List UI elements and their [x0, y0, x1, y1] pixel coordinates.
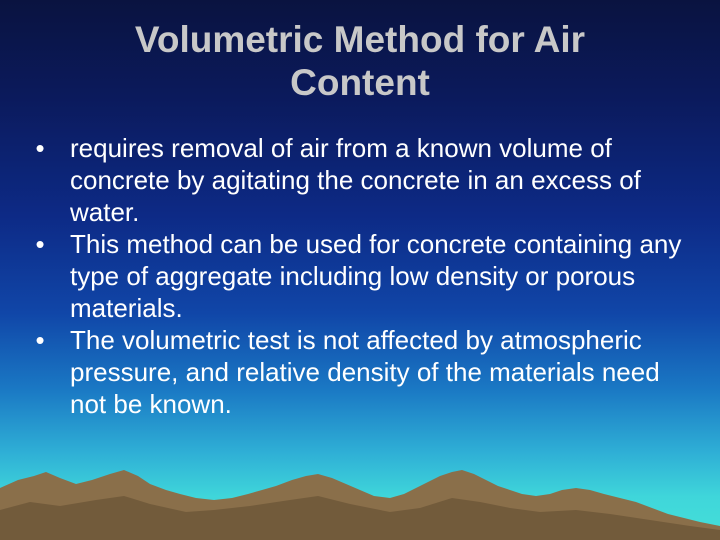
bullet-dot-icon: • — [35, 325, 45, 355]
bullet-text-1: requires removal of air from a known volume of concrete by agitating the concrete in an excess of water. — [70, 133, 641, 227]
bullet-text-3: The volumetric test is not affected by atmospheric pressure, and relative density of the materials need not be known. — [70, 325, 660, 419]
bullet-dot-icon: • — [35, 133, 45, 163]
bullet-item-3 — [30, 324, 690, 420]
bullet-item-2 — [30, 228, 690, 324]
slide-title — [0, 18, 720, 104]
mountain-range-decoration — [0, 450, 720, 540]
slide-title-line-1: Volumetric Method for Air — [134, 19, 586, 60]
bullet-dot-icon: • — [35, 229, 45, 259]
bullet-item-1 — [30, 132, 690, 228]
slide-title-line-2: Content — [290, 62, 430, 103]
bullet-list — [30, 132, 690, 420]
bullet-text-2: This method can be used for concrete containing any type of aggregate including low density or porous materials. — [70, 229, 682, 323]
